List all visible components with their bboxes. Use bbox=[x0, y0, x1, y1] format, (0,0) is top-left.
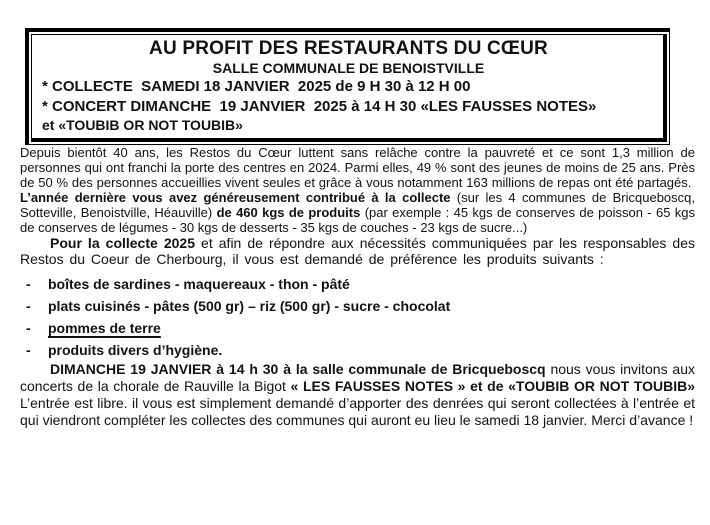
list-item bbox=[20, 317, 695, 339]
concert-event-line: * CONCERT DIMANCHE 19 JANVIER 2025 à 14 H 30 «LES FAUSSES NOTES» bbox=[42, 98, 597, 115]
text-segment: (par exemple : 45 kgs de conserves de poisson - 65 kgs de conserves de légumes - 30 kgs de desserts - 35 kgs de couches - 23 kgs de sucre...) bbox=[20, 205, 695, 235]
text-segment: DIMANCHE 19 JANVIER à 14 h 30 à la salle communale de Bricqueboscq bbox=[50, 361, 546, 377]
text-segment: Pour la collecte 2025 bbox=[50, 235, 195, 251]
dash-bullet: - bbox=[26, 298, 31, 314]
concert-event-line-continuation: et «TOUBIB OR NOT TOUBIB» bbox=[42, 117, 243, 133]
text-segment: et afin de répondre aux nécessités communiquées par les responsables des Restos du Coeur de Cherbourg, il vous est demandé de préférence les produits suivants : bbox=[20, 235, 695, 267]
list-item bbox=[20, 273, 695, 295]
flyer-title: AU PROFIT DES RESTAURANTS DU CŒUR bbox=[149, 38, 548, 59]
collecte-2025-paragraph bbox=[20, 235, 695, 267]
dash-bullet: - bbox=[26, 276, 31, 292]
flyer-subtitle: SALLE COMMUNALE DE BENOISTVILLE bbox=[212, 60, 485, 76]
list-item-text: produits divers d’hygiène. bbox=[48, 342, 223, 358]
list-item bbox=[20, 295, 695, 317]
list-item-text: pommes de terre bbox=[48, 320, 161, 336]
intro-paragraph bbox=[20, 145, 695, 235]
header-box bbox=[25, 28, 670, 145]
collecte-event-line: * COLLECTE SAMEDI 18 JANVIER 2025 de 9 H 30 à 12 H 00 bbox=[42, 78, 471, 95]
dash-bullet: - bbox=[26, 320, 31, 336]
header-box-inner bbox=[31, 34, 667, 142]
text-segment: L’année dernière vous avez généreusement contribué à la collecte bbox=[20, 190, 451, 205]
list-item bbox=[20, 339, 695, 361]
text-segment: « LES FAUSSES NOTES » et de «TOUBIB OR NOT TOUBIB» bbox=[290, 378, 695, 394]
text-segment: L’entrée est libre. il vous est simplement demandé d’apporter des denrées qui seront collectées à l’entrée et qui viendront compléter les collectes des communes qui auront eu lieu le samedi 18 janvier. Merci d’avance ! bbox=[20, 395, 695, 428]
product-list bbox=[20, 273, 695, 361]
closing-paragraph bbox=[20, 361, 695, 429]
list-item-text: boîtes de sardines - maquereaux - thon - pâté bbox=[48, 276, 350, 292]
text-segment: (sur les 4 communes de Bricqueboscq, Sotteville, Benoistville, Héauville) bbox=[20, 190, 695, 220]
list-item-text: plats cuisinés - pâtes (500 gr) – riz (500 gr) - sucre - chocolat bbox=[48, 298, 451, 314]
flyer-body bbox=[20, 145, 695, 429]
text-segment: Depuis bientôt 40 ans, les Restos du Cœur luttent sans relâche contre la pauvreté et ce sont 1,3 million de personnes qui ont franchi la porte des centres en 2024. Parmi elles, 49 % sont des jeunes de moins de 25 ans. Près de 50 % des personnes accueillies vivent seules et grâce à vous notamment 163 millions de repas ont été partagés. bbox=[20, 145, 695, 190]
dash-bullet: - bbox=[26, 342, 31, 358]
text-segment: nous vous invitons aux concerts de la chorale de Rauville la Bigot bbox=[20, 361, 696, 394]
text-segment: de 460 kgs de produits bbox=[216, 205, 361, 220]
